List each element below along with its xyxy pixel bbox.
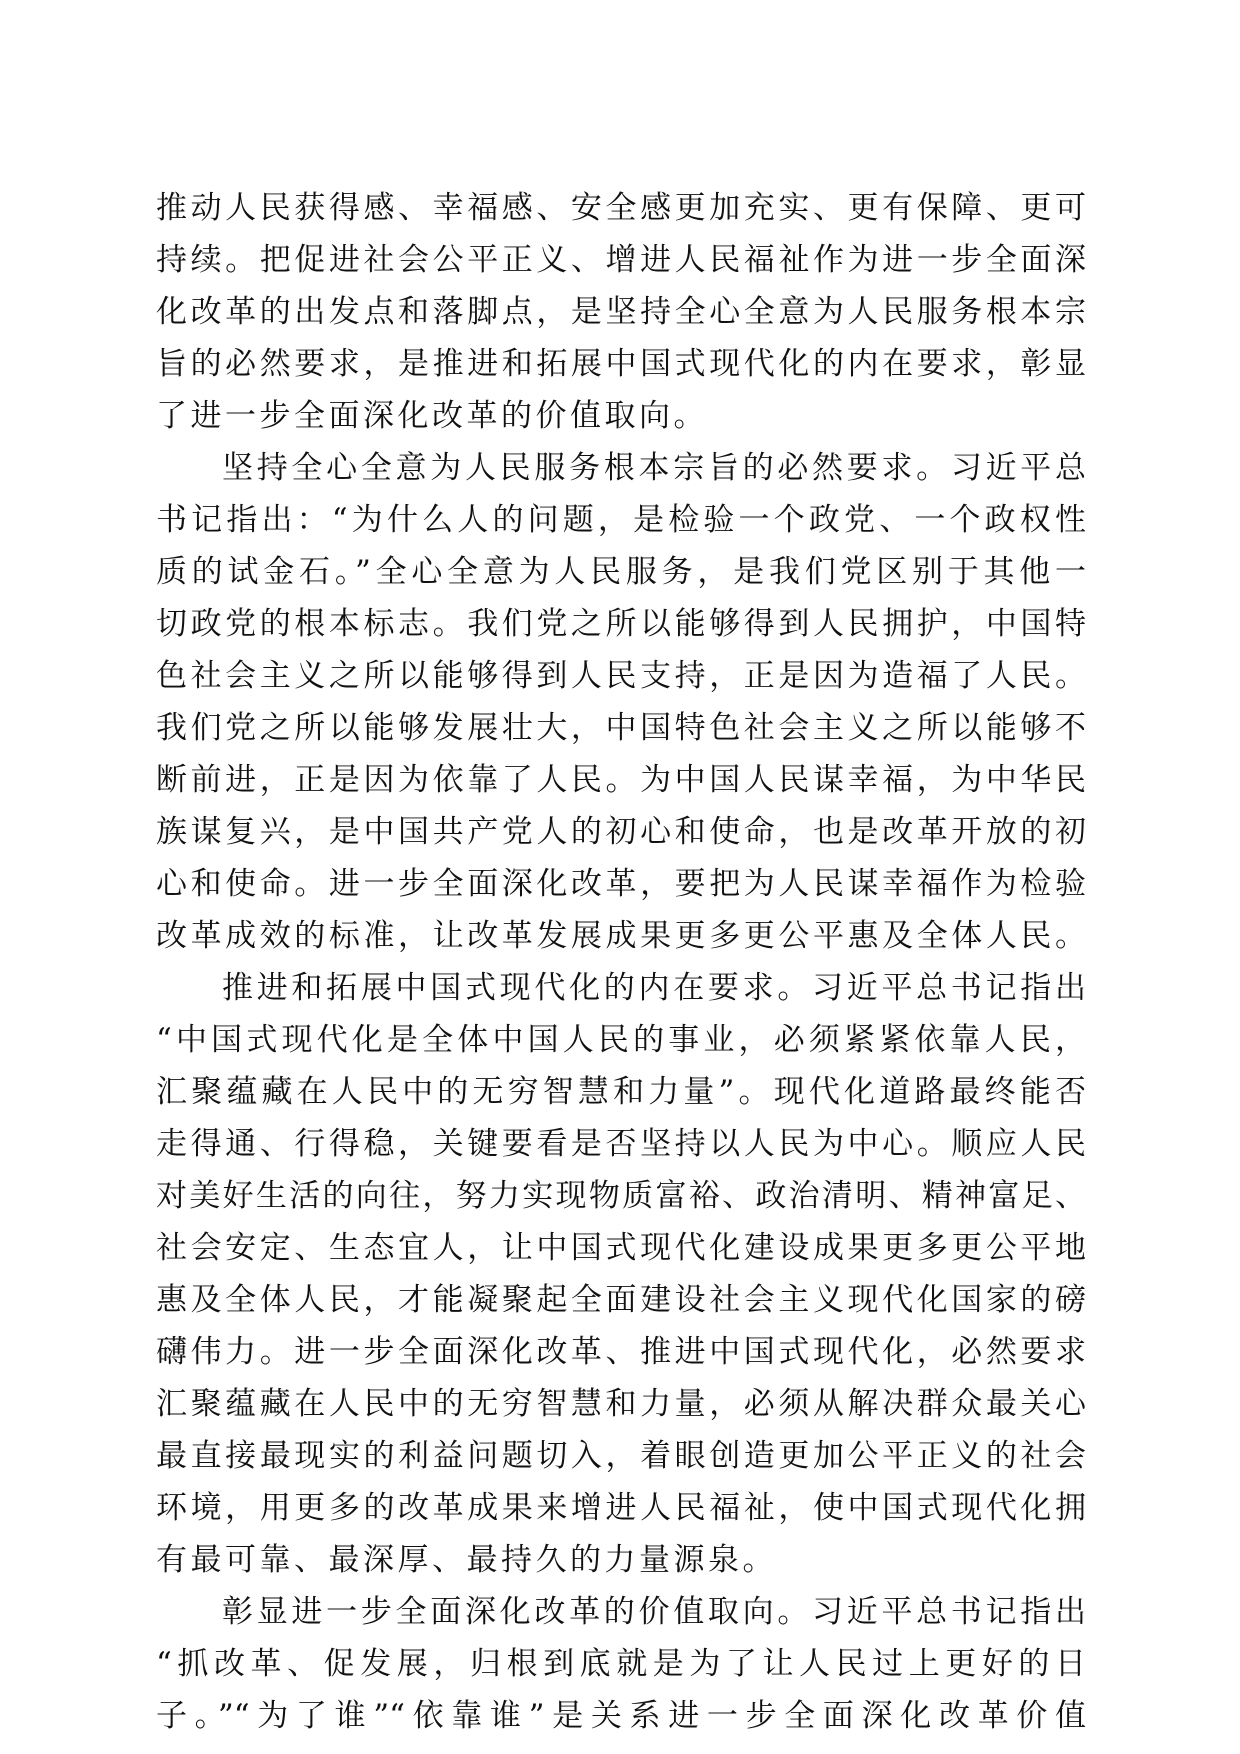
text-line: 走得通、行得稳，关键要看是否坚持以人民为中心。顺应人民 (156, 1126, 1086, 1162)
text-line: 我们党之所以能够发展壮大，中国特色社会主义之所以能够不 (156, 710, 1086, 746)
text-line: “抓改革、促发展，归根到底就是为了让人民过上更好的日 (156, 1646, 1086, 1682)
text-line: 对美好生活的向往，努力实现物质富裕、政治清明、精神富足、 (156, 1178, 1086, 1214)
text-line: 心和使命。进一步全面深化改革，要把为人民谋幸福作为检验 (156, 866, 1086, 902)
text-line: 书记指出：“为什么人的问题，是检验一个政党、一个政权性 (156, 502, 1086, 538)
text-line: 色社会主义之所以能够得到人民支持，正是因为造福了人民。 (156, 658, 1086, 694)
text-line: 礴伟力。进一步全面深化改革、推进中国式现代化，必然要求 (156, 1334, 1086, 1370)
text-line: 切政党的根本标志。我们党之所以能够得到人民拥护，中国特 (156, 606, 1086, 642)
text-line: 子。”“为了谁”“依靠谁”是关系进一步全面深化改革价值 (156, 1698, 1086, 1734)
text-line: 族谋复兴，是中国共产党人的初心和使命，也是改革开放的初 (156, 814, 1086, 850)
text-line: 环境，用更多的改革成果来增进人民福祉，使中国式现代化拥 (156, 1490, 1086, 1526)
text-line: 断前进，正是因为依靠了人民。为中国人民谋幸福，为中华民 (156, 762, 1086, 798)
text-line: 汇聚蕴藏在人民中的无穷智慧和力量”。现代化道路最终能否 (156, 1074, 1086, 1110)
text-line: 旨的必然要求，是推进和拓展中国式现代化的内在要求，彰显 (156, 346, 1086, 382)
text-line: 社会安定、生态宜人，让中国式现代化建设成果更多更公平地 (156, 1230, 1086, 1266)
text-line: 惠及全体人民，才能凝聚起全面建设社会主义现代化国家的磅 (156, 1282, 1086, 1318)
text-line: 质的试金石。”全心全意为人民服务，是我们党区别于其他一 (156, 554, 1086, 590)
paragraph-first-line: 坚持全心全意为人民服务根本宗旨的必然要求。习近平总 (222, 450, 1086, 486)
text-line: 改革成效的标准，让改革发展成果更多更公平惠及全体人民。 (156, 918, 1086, 954)
text-line: 汇聚蕴藏在人民中的无穷智慧和力量，必须从解决群众最关心 (156, 1386, 1086, 1422)
text-line: 化改革的出发点和落脚点，是坚持全心全意为人民服务根本宗 (156, 294, 1086, 330)
text-line: 持续。把促进社会公平正义、增进人民福祉作为进一步全面深 (156, 242, 1086, 278)
text-line: 最直接最现实的利益问题切入，着眼创造更加公平正义的社会 (156, 1438, 1086, 1474)
text-line: 有最可靠、最深厚、最持久的力量源泉。 (156, 1542, 777, 1578)
paragraph-first-line: 彰显进一步全面深化改革的价值取向。习近平总书记指出 (222, 1594, 1086, 1630)
text-line: “中国式现代化是全体中国人民的事业，必须紧紧依靠人民， (156, 1022, 1086, 1058)
paragraph-first-line: 推进和拓展中国式现代化的内在要求。习近平总书记指出 (222, 970, 1086, 1006)
text-line: 了进一步全面深化改革的价值取向。 (156, 398, 708, 434)
text-line: 推动人民获得感、幸福感、安全感更加充实、更有保障、更可 (156, 190, 1086, 226)
